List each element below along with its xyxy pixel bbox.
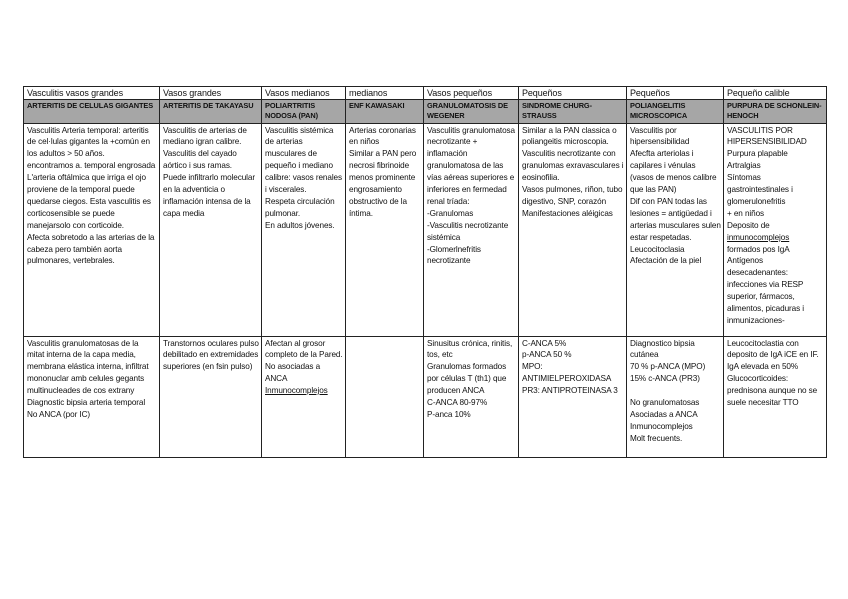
disease-name: POLIANGELITIS MICROSCOPICA — [627, 99, 724, 123]
table-cell: Sinusitus crónica, rinitis, tos, etc Granulomas formados por células T (th1) que producen ANCA C-ANCA 80-97% P-anca 10% — [424, 336, 519, 457]
disease-name: PURPURA DE SCHONLEIN-HENOCH — [724, 99, 827, 123]
diagnosis-row — [24, 336, 827, 457]
table-cell — [262, 336, 346, 457]
header-row — [24, 87, 827, 100]
table-cell — [346, 336, 424, 457]
table-cell: Vasculitis granulomatosas de la mitat interna de la capa media, membrana elástica interna, infiltrat mononuclar amb celules gegants multinucleades de cos extrany Diagnostic bipsia arteria temporal No ANCA (por IC) — [24, 336, 160, 457]
disease-name: ARTERITIS DE TAKAYASU — [160, 99, 262, 123]
description-row — [24, 123, 827, 336]
disease-name: POLIARTRITIS NODOSA (PAN) — [262, 99, 346, 123]
column-header: Pequeños — [519, 87, 627, 100]
cell-line: Afectan al grosor completo de la Pared. No asociadas a ANCA — [265, 338, 343, 384]
disease-name-row — [24, 99, 827, 123]
column-header: medianos — [346, 87, 424, 100]
underlined-term: Inmunocomplejos — [265, 386, 328, 396]
table-cell: Vasculitis sistémica de arterias musculares de pequeño i mediano calibre: vasos renales i viscerales. Respeta circulación pulmonar. En adultos jóvenes. — [262, 123, 346, 336]
disease-name: ENF KAWASAKI — [346, 99, 424, 123]
table-cell: Vasculitis de arterias de mediano igran calibre. Vasculitis del cayado aórtico i sus ramas. Puede infiltrarlo molecular en la adventicia o inflamación intensa de la capa media — [160, 123, 262, 336]
disease-name: GRANULOMATOSIS DE WEGENER — [424, 99, 519, 123]
column-header: Vasculitis vasos grandes — [24, 87, 160, 100]
table-cell: Arterias coronarias en niños Similar a PAN pero necrosi fibrinoide menos prominente engrosamiento obstructivo de la íntima. — [346, 123, 424, 336]
table-cell — [724, 123, 827, 336]
table-cell: Vasculitis por hipersensibilidad Afecfta arteriolas i capilares i vénulas (vasos de menos calibre que las PAN) Dif con PAN todas las lesiones = antigüedad i arterias musculares sulen estar respetadas. Leucocitoclasia Afectación de la piel — [627, 123, 724, 336]
column-header: Pequeños — [627, 87, 724, 100]
table-cell: Diagnostico bipsia cutánea 70 % p-ANCA (MPO) 15% c-ANCA (PR3) No granulomatosas Asociadas a ANCA Inmunocomplejos Molt frecuents. — [627, 336, 724, 457]
table-cell: Leucocitoclastia con deposito de IgA iCE en IF. IgA elevada en 50% Glucocorticoides: prednisona aunque no se suele necesitar TTO — [724, 336, 827, 457]
table-cell: Similar a la PAN classica o poliangeitis microscopia. Vasculitis necrotizante con granulomas exravasculares i eosinofilia. Vasos pulmones, riñon, tubo digestivo, SNP, corazón Manifestaciones aléigicas — [519, 123, 627, 336]
cell-line: Purpura plapable Artralgias Síntomas gastrointestinales i glomerulonefritis + en niños Deposito de — [727, 149, 793, 230]
table-cell: C-ANCA 5% p-ANCA 50 % MPO: ANTIMIELPEROXIDASA PR3: ANTIPROTEINASA 3 — [519, 336, 627, 457]
column-header: Vasos pequeños — [424, 87, 519, 100]
table-cell: Vasculitis granulomatosa necrotizante + inflamación granulomatosa de las vías aéreas superiores e inferiores en fermedad renal tríada: -Granulomas -Vasculitis necrotizante sistémica -Glomerlnefritis necrotizante — [424, 123, 519, 336]
disease-name: ARTERITIS DE CELULAS GIGANTES — [24, 99, 160, 123]
column-header: Vasos medianos — [262, 87, 346, 100]
cell-line: VASCULITIS POR HIPERSENSIBILIDAD — [727, 125, 807, 147]
underlined-term: inmunocomplejos — [727, 232, 790, 242]
cell-line: formados pos IgA Antígenos desecadenantes: infecciones via RESP superior, fármacos, alimentos, picaduras i inmunizaciones- — [727, 244, 804, 325]
column-header: Pequeño calible — [724, 87, 827, 100]
table-cell: Vasculitis Arteria temporal: arteritis de cel·lulas gigantes la +común en los adultos > 50 años. encontramos a. temporal engrosada L'arteria oftálmica que irriga el ojo proviene de la temporal puede quedarse ciegos. Esta vasculitis es corticosensible se puede manejarsolo con corticoide. Afecta sobretodo a las arterias de la cabeza pero también aorta pulmonares, vertebrales. — [24, 123, 160, 336]
column-header: Vasos grandes — [160, 87, 262, 100]
vasculitis-table — [23, 86, 827, 458]
table-cell: Transtornos oculares pulso debilitado en extremidades superiores (en fsin pulso) — [160, 336, 262, 457]
disease-name: SINDROME CHURG-STRAUSS — [519, 99, 627, 123]
